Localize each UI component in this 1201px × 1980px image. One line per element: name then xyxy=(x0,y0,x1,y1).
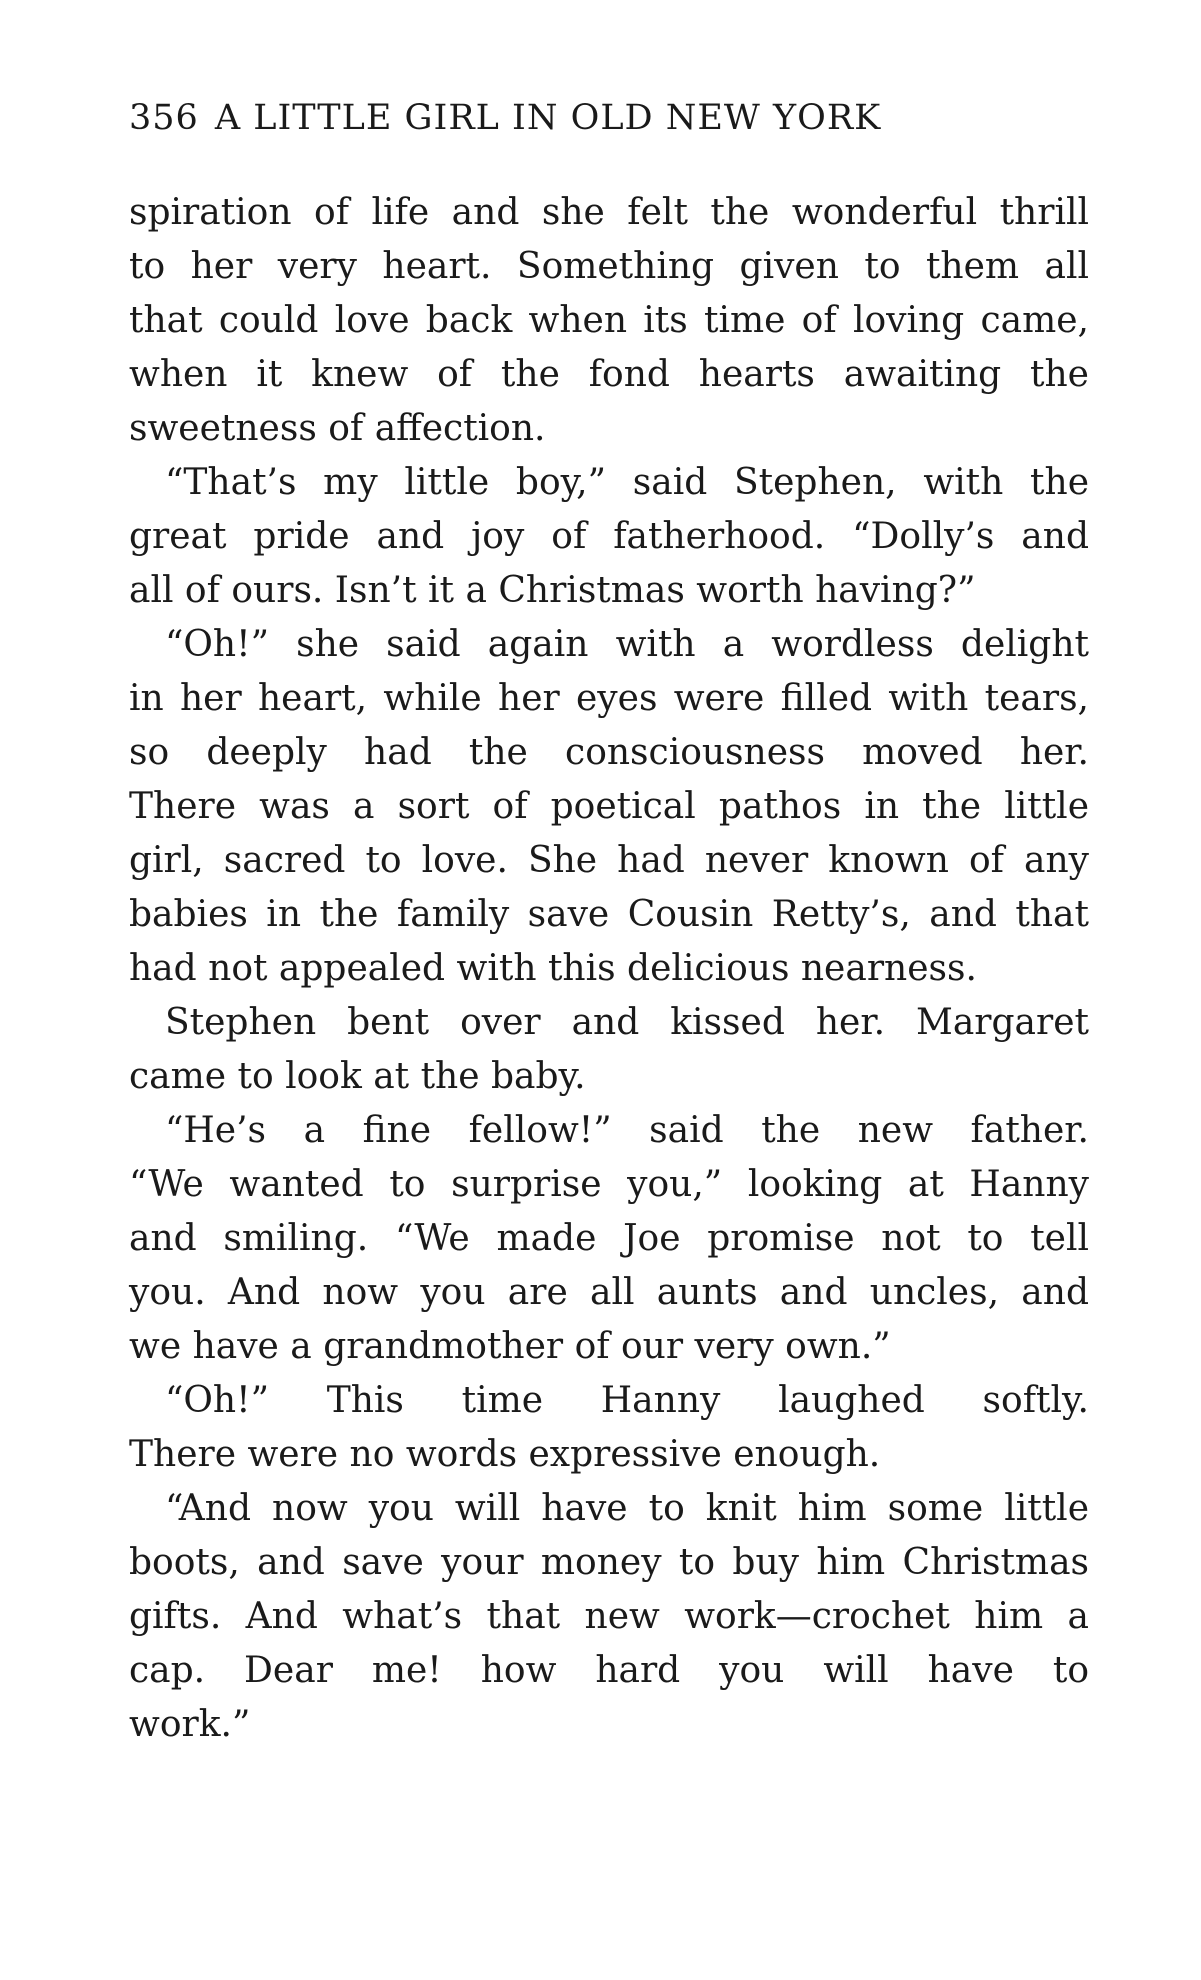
text-line: “And now you will have to knit him some little xyxy=(165,1488,1089,1529)
text-line: gifts. And what’s that new work—crochet him a xyxy=(129,1596,1089,1637)
text-line: “We wanted to surprise you,” looking at Hanny xyxy=(129,1164,1089,1205)
running-title: A LITTLE GIRL IN OLD NEW YORK xyxy=(214,98,882,138)
text-line: There were no words expressive enough. xyxy=(129,1434,881,1475)
text-line: in her heart, while her eyes were filled with tears, xyxy=(129,678,1089,719)
text-line: “Oh!” This time Hanny laughed softly. xyxy=(165,1380,1089,1421)
text-line: great pride and joy of fatherhood. “Dolly’s and xyxy=(129,516,1089,557)
running-header xyxy=(129,98,989,138)
text-line: we have a grandmother of our very own.” xyxy=(129,1326,891,1367)
text-line: so deeply had the consciousness moved her. xyxy=(129,732,1089,773)
page-number: 356 xyxy=(129,98,199,138)
text-line: boots, and save your money to buy him Christmas xyxy=(129,1542,1089,1583)
text-line: you. And now you are all aunts and uncles, and xyxy=(129,1272,1089,1313)
text-line: when it knew of the fond hearts awaiting the xyxy=(129,354,1089,395)
text-line: work.” xyxy=(129,1704,251,1745)
text-line: sweetness of affection. xyxy=(129,408,546,449)
text-line: “He’s a fine fellow!” said the new father. xyxy=(165,1110,1089,1151)
text-line: “Oh!” she said again with a wordless delight xyxy=(165,624,1089,665)
text-line: “That’s my little boy,” said Stephen, with the xyxy=(165,462,1089,503)
text-line: Stephen bent over and kissed her. Margaret xyxy=(165,1002,1089,1043)
text-line: girl, sacred to love. She had never known of any xyxy=(129,840,1089,881)
text-line: cap. Dear me! how hard you will have to xyxy=(129,1650,1089,1691)
text-line: and smiling. “We made Joe promise not to tell xyxy=(129,1218,1089,1259)
text-line: spiration of life and she felt the wonderful thrill xyxy=(129,192,1089,233)
body-text xyxy=(129,186,1089,1752)
text-line: There was a sort of poetical pathos in the little xyxy=(129,786,1089,827)
text-line: that could love back when its time of loving came, xyxy=(129,300,1089,341)
text-line: came to look at the baby. xyxy=(129,1056,586,1097)
text-line: to her very heart. Something given to them all xyxy=(129,246,1089,287)
text-line: had not appealed with this delicious nearness. xyxy=(129,948,977,989)
text-line: babies in the family save Cousin Retty’s, and that xyxy=(129,894,1089,935)
text-line: all of ours. Isn’t it a Christmas worth having?” xyxy=(129,570,976,611)
